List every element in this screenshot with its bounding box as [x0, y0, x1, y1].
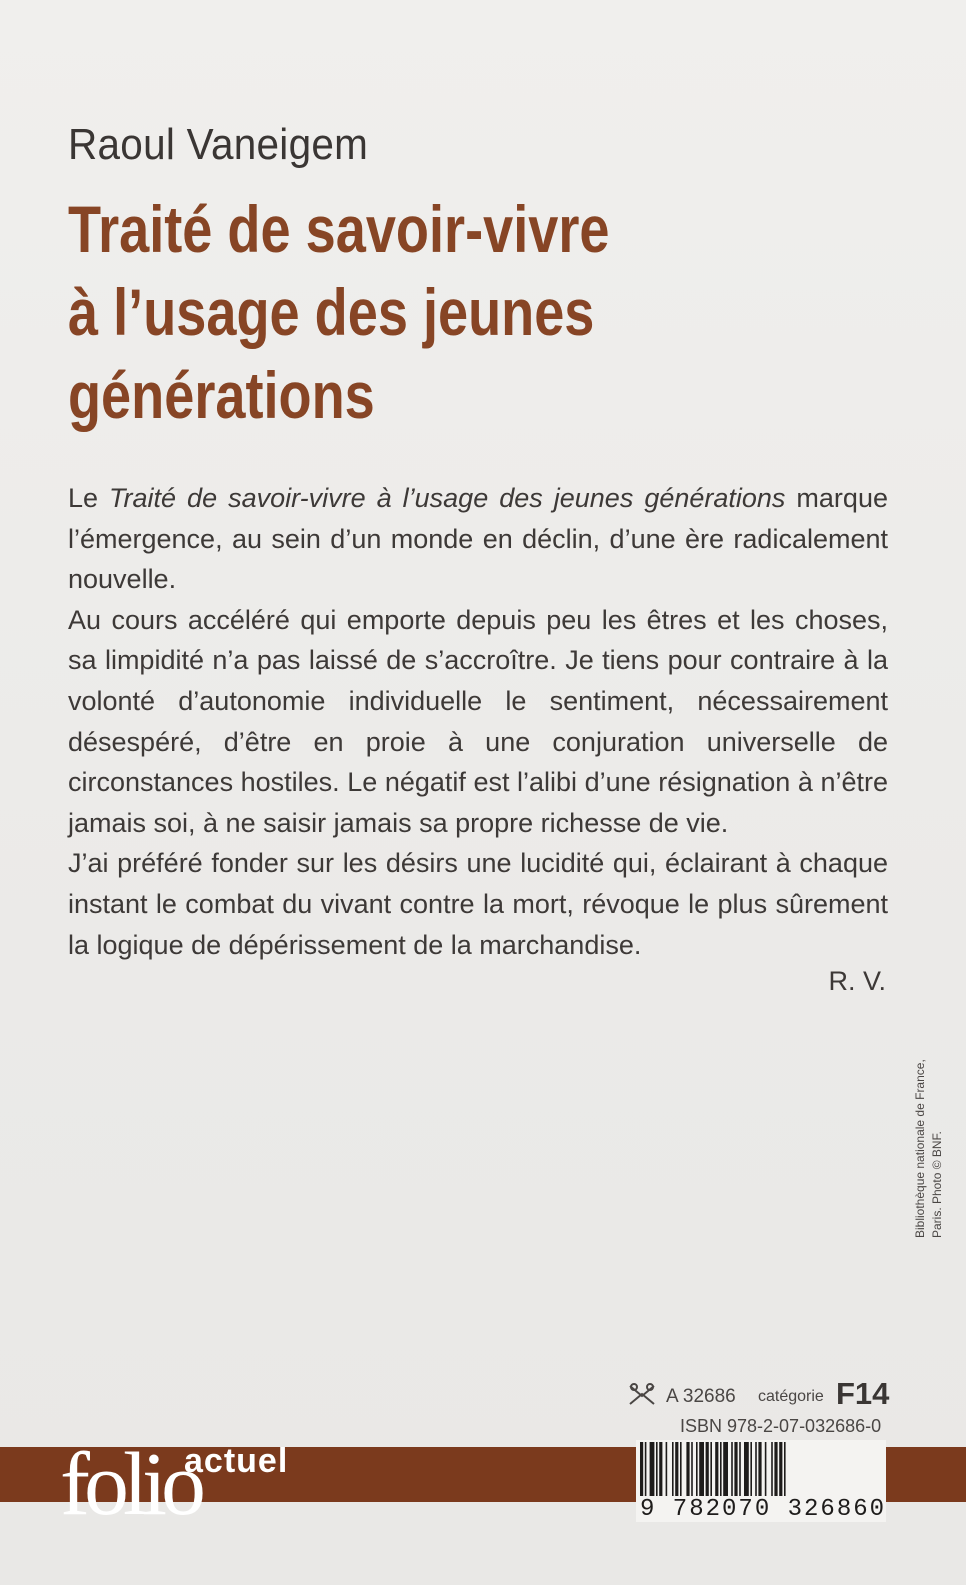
- catalog-code: A 32686: [666, 1386, 736, 1407]
- reference-row: [626, 1376, 890, 1416]
- blurb-p1-prefix: Le: [68, 483, 110, 513]
- blurb-paragraph-3: J’ai préféré fonder sur les désirs une lucidité qui, éclairant à chaque instant le combat du vivant contre la mort, révoque le plus sûrement la logique de dépérissement de la marchandise.: [68, 848, 888, 960]
- book-title: [68, 188, 708, 437]
- barcode-icon: [636, 1440, 886, 1498]
- photo-credit: [912, 1059, 946, 1238]
- barcode-digits: 9 782070 326860: [640, 1496, 887, 1523]
- author-initials: R. V.: [828, 966, 886, 996]
- blurb-paragraph-2: Au cours accéléré qui emporte depuis peu les êtres et les choses, sa limpidité n’a pas laissé de s’accroître. Je tiens pour contraire à la volonté d’autonomie individuelle le sentiment, nécessairement désespéré, d’être en proie à une conjuration universelle de circonstances hostiles. Le négatif est l’alibi d’une résignation à n’être jamais soi, à ne saisir jamais sa propre richesse de vie.: [68, 604, 888, 838]
- author-name: Raoul Vaneigem: [68, 120, 369, 169]
- folio-wordmark: folio: [60, 1435, 200, 1534]
- price-category: F14: [836, 1376, 890, 1411]
- title-line-3: générations: [68, 358, 375, 432]
- category-label: catégorie: [758, 1388, 824, 1405]
- gallimard-logo-icon: [626, 1382, 658, 1408]
- isbn: ISBN 978-2-07-032686-0: [680, 1416, 882, 1436]
- blurb-paragraph-1: [68, 478, 888, 600]
- series-name: actuel: [184, 1442, 289, 1480]
- title-line-1: Traité de savoir-vivre: [68, 192, 610, 266]
- blurb-text: [68, 478, 888, 965]
- title-line-2: à l’usage des jeunes: [68, 275, 595, 349]
- blurb-p1-suffix: marque l’émergence, au sein d’un monde en déclin, d’une ère radicalement nouvelle.: [68, 483, 888, 595]
- barcode-area: [636, 1440, 886, 1522]
- photo-credit-line-1: Bibliothèque nationale de France,: [913, 1059, 927, 1238]
- folio-actuel-logo: [60, 1436, 320, 1536]
- blurb-title-reference: Traité de savoir-vivre à l’usage des jeunes générations: [109, 483, 786, 513]
- photo-credit-line-2: Paris. Photo © BNF.: [930, 1131, 944, 1238]
